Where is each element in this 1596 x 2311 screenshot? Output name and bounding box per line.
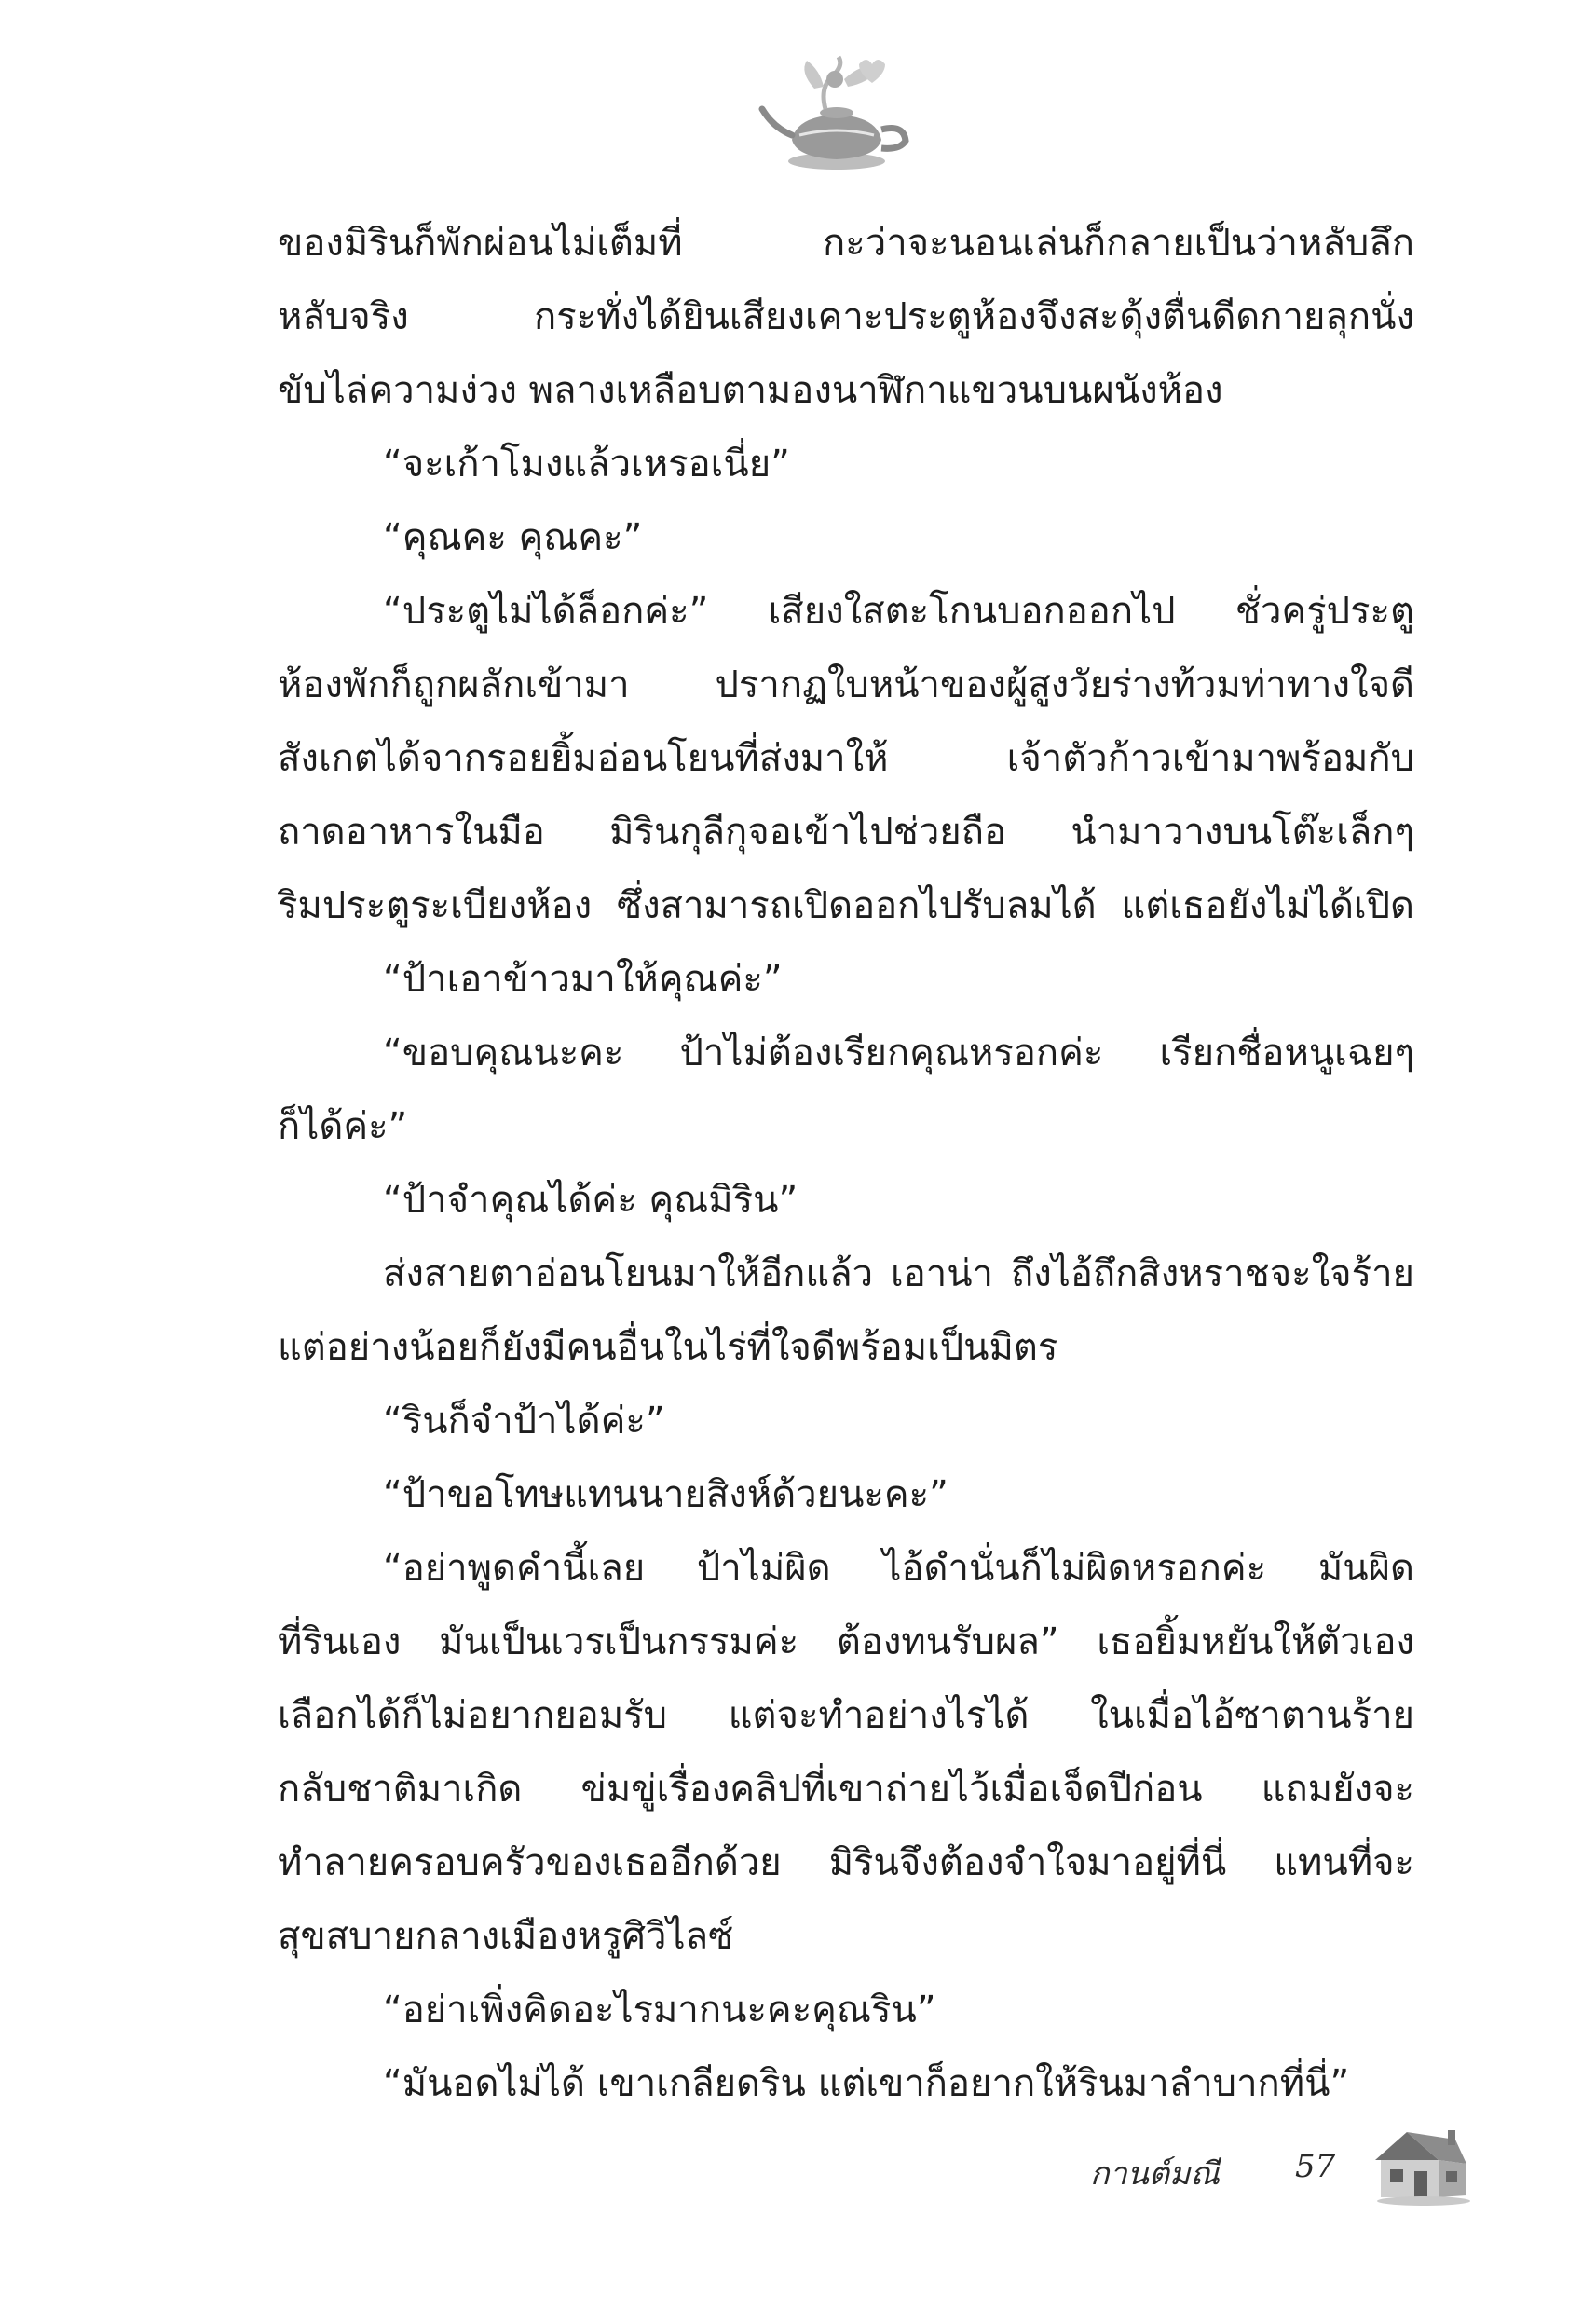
text-line: “ป้าเอาข้าวมาให้คุณค่ะ” [383, 958, 783, 1001]
text-line: “รินก็จำป้าได้ค่ะ” [383, 1400, 665, 1443]
text-line: “ป้าจำคุณได้ค่ะ คุณมิริน” [383, 1179, 798, 1222]
text-line: “จะเก้าโมงแล้วเหรอเนี่ย” [383, 443, 790, 485]
body-text [278, 207, 1414, 2121]
footer-book-title: กานต์มณี [1090, 2155, 1220, 2193]
text-line: ขับไล่ความง่วง พลางเหลือบตามองนาฬิกาแขวนบนผนังห้อง [278, 369, 1223, 412]
text-line: “อย่าพูดคำนี้เลย ป้าไม่ผิด ไอ้ดำนั่นก็ไม่ผิดหรอกค่ะ มันผิด [383, 1547, 1414, 1590]
text-line: “ประตูไม่ได้ล็อกค่ะ” เสียงใสตะโกนบอกออกไป ชั่วครู่ประตู [383, 590, 1414, 633]
text-line: ริมประตูระเบียงห้อง ซึ่งสามารถเปิดออกไปรับลมได้ แต่เธอยังไม่ได้เปิด [278, 884, 1414, 927]
house-icon [1370, 2123, 1472, 2207]
text-line: ส่งสายตาอ่อนโยนมาให้อีกแล้ว เอาน่า ถึงไอ้ถึกสิงหราชจะใจร้าย [383, 1252, 1414, 1295]
text-line: ทำลายครอบครัวของเธออีกด้วย มิรินจึงต้องจำใจมาอยู่ที่นี่ แทนที่จะ [278, 1841, 1414, 1884]
text-line: กลับชาติมาเกิด ข่มขู่เรื่องคลิปที่เขาถ่ายไว้เมื่อเจ็ดปีก่อน แถมยังจะ [278, 1768, 1414, 1811]
text-line: ห้องพักก็ถูกผลักเข้ามา ปรากฏใบหน้าของผู้สูงวัยร่างท้วมท่าทางใจดี [278, 663, 1414, 706]
text-line: “คุณคะ คุณคะ” [383, 516, 643, 559]
text-line: ก็ได้ค่ะ” [278, 1105, 408, 1148]
text-line: เลือกได้ก็ไม่อยากยอมรับ แต่จะทำอย่างไรได้ ในเมื่อไอ้ซาตานร้าย [278, 1694, 1414, 1737]
text-line: “ขอบคุณนะคะ ป้าไม่ต้องเรียกคุณหรอกค่ะ เรียกชื่อหนูเฉยๆ [383, 1032, 1414, 1074]
text-line: ของมิรินก็พักผ่อนไม่เต็มที่ กะว่าจะนอนเล่นก็กลายเป็นว่าหลับลึก [278, 222, 1414, 265]
teapot-ornament-icon [755, 51, 922, 177]
text-line: “ป้าขอโทษแทนนายสิงห์ด้วยนะคะ” [383, 1473, 948, 1516]
text-line: หลับจริง กระทั่งได้ยินเสียงเคาะประตูห้องจึงสะดุ้งตื่นดีดกายลุกนั่ง [278, 295, 1414, 338]
text-line: แต่อย่างน้อยก็ยังมีคนอื่นในไร่ที่ใจดีพร้อมเป็นมิตร [278, 1326, 1058, 1369]
text-line: สุขสบายกลางเมืองหรูศิวิไลซ์ [278, 1915, 734, 1958]
text-line: “อย่าเพิ่งคิดอะไรมากนะคะคุณริน” [383, 1989, 936, 2031]
text-line: “มันอดไม่ได้ เขาเกลียดริน แต่เขาก็อยากให้รินมาลำบากที่นี่” [383, 2062, 1350, 2105]
text-line: สังเกตได้จากรอยยิ้มอ่อนโยนที่ส่งมาให้ เจ้าตัวก้าวเข้ามาพร้อมกับ [278, 737, 1414, 780]
text-line: ที่รินเอง มันเป็นเวรเป็นกรรมค่ะ ต้องทนรับผล” เธอยิ้มหยันให้ตัวเอง [278, 1620, 1414, 1663]
text-line: ถาดอาหารในมือ มิรินกุลีกุจอเข้าไปช่วยถือ นำมาวางบนโต๊ะเล็กๆ [278, 811, 1414, 854]
page-number: 57 [1295, 2148, 1336, 2185]
